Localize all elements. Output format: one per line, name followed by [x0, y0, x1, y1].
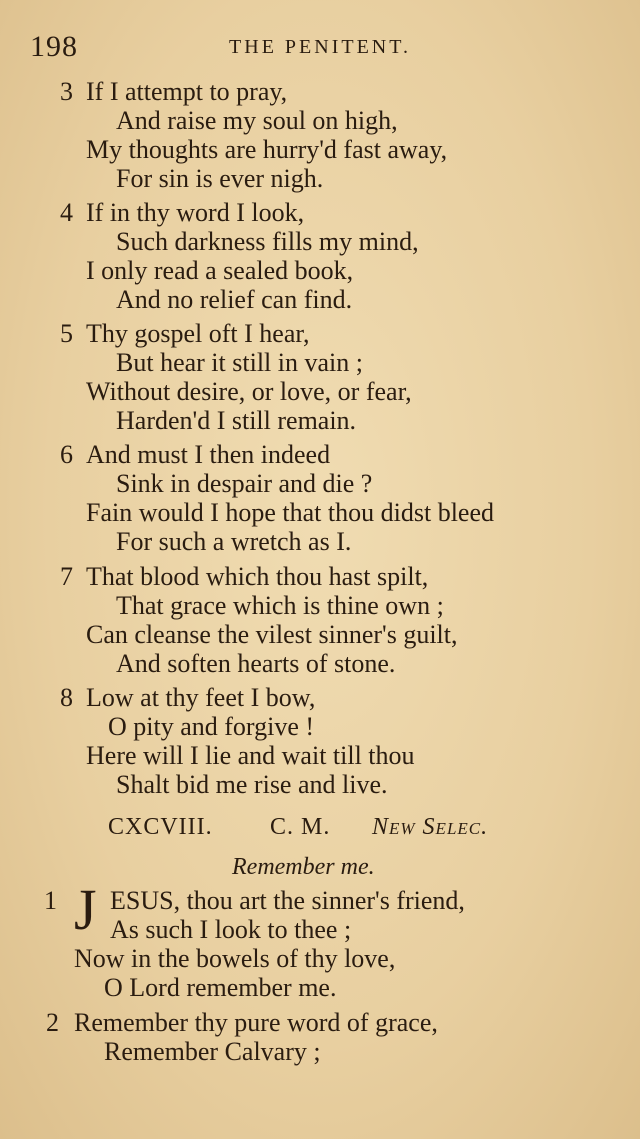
verse-line: Here will I lie and wait till thou — [86, 741, 415, 770]
verse-line: And raise my soul on high, — [116, 106, 398, 135]
verse-line: But hear it still in vain ; — [116, 348, 363, 377]
verse-line: Can cleanse the vilest sinner's guilt, — [86, 620, 458, 649]
verse-line: O Lord remember me. — [104, 973, 337, 1002]
verse-number: 6 — [60, 440, 73, 469]
verse-line: My thoughts are hurry'd fast away, — [86, 135, 448, 164]
verse-line: For sin is ever nigh. — [116, 164, 324, 193]
hymn-meter: C. M. — [270, 814, 331, 840]
drop-cap: J — [74, 877, 97, 942]
hymn-tune: New Selec. — [372, 814, 489, 840]
verse-line: That blood which thou hast spilt, — [86, 562, 429, 591]
hymn-subtitle: Remember me. — [232, 854, 375, 880]
verse-number: 7 — [60, 562, 73, 591]
verse-line: Remember Calvary ; — [104, 1037, 321, 1066]
verse-line: O pity and forgive ! — [108, 712, 315, 741]
verse-line: Harden'd I still remain. — [116, 406, 357, 435]
verse-line: Low at thy feet I bow, — [86, 683, 316, 712]
page-header — [0, 30, 640, 66]
verse-number: 1 — [44, 886, 57, 915]
page-number: 198 — [30, 30, 78, 63]
hymn-number: CXCVIII. — [108, 814, 213, 840]
verse-line: As such I look to thee ; — [110, 915, 352, 944]
verse-number: 2 — [46, 1008, 59, 1037]
verse-line: Remember thy pure word of grace, — [74, 1008, 438, 1037]
hymn-heading — [0, 814, 640, 848]
verse-line: Without desire, or love, or fear, — [86, 377, 412, 406]
verse-line: For such a wretch as I. — [116, 527, 352, 556]
verse-line: That grace which is thine own ; — [116, 591, 444, 620]
verse-line: Sink in despair and die ? — [116, 469, 373, 498]
verse-line: Thy gospel oft I hear, — [86, 319, 310, 348]
verse-line: And no relief can find. — [116, 285, 353, 314]
verse-number: 4 — [60, 198, 73, 227]
verse-line: Shalt bid me rise and live. — [116, 770, 388, 799]
verse-line: And soften hearts of stone. — [116, 649, 396, 678]
verse-line: If I attempt to pray, — [86, 77, 288, 106]
verse-line: If in thy word I look, — [86, 198, 305, 227]
verse-line: And must I then indeed — [86, 440, 331, 469]
running-title: THE PENITENT. — [229, 36, 411, 58]
verse-number: 5 — [60, 319, 73, 348]
verse-line: Fain would I hope that thou didst bleed — [86, 498, 495, 527]
verse-line: I only read a sealed book, — [86, 256, 354, 285]
verse-line: Now in the bowels of thy love, — [74, 944, 396, 973]
verse-line: Such darkness fills my mind, — [116, 227, 419, 256]
verse-line: ESUS, thou art the sinner's friend, — [110, 886, 465, 915]
verse-number: 8 — [60, 683, 73, 712]
verse-number: 3 — [60, 77, 73, 106]
